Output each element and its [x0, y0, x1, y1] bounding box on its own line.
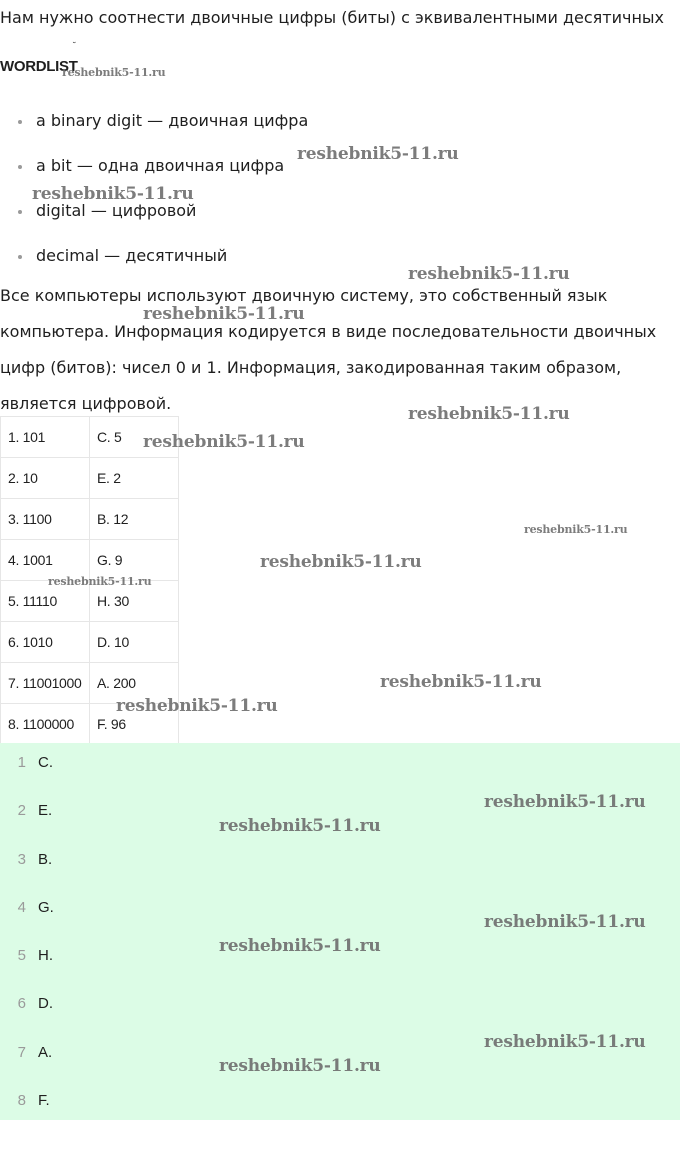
- answer-text: F.: [38, 1092, 50, 1110]
- watermark: reshebnik5-11.ru: [380, 672, 542, 692]
- answer-text: D.: [38, 995, 53, 1013]
- binary-cell: 6. 1010: [1, 622, 90, 663]
- table-row: [1, 499, 179, 540]
- answer-text: H.: [38, 947, 53, 965]
- watermark: reshebnik5-11.ru: [408, 264, 570, 284]
- answer-number: 7: [17, 1043, 26, 1061]
- binary-cell: 4. 1001: [1, 540, 90, 581]
- watermark: reshebnik5-11.ru: [484, 912, 646, 932]
- binary-cell: 3. 1100: [1, 499, 90, 540]
- watermark: reshebnik5-11.ru: [143, 304, 305, 324]
- clipped-text-fragment: ˘: [72, 42, 77, 52]
- answer-number: 3: [17, 850, 26, 868]
- bullet-icon: [18, 210, 22, 214]
- bullet-icon: [18, 120, 22, 124]
- bullet-icon: [18, 165, 22, 169]
- watermark: reshebnik5-11.ru: [116, 696, 278, 716]
- decimal-cell: G. 9: [90, 540, 179, 581]
- binary-cell: 5. 11110: [1, 581, 90, 622]
- answer-item: [0, 743, 680, 791]
- watermark: reshebnik5-11.ru: [62, 66, 166, 79]
- watermark: reshebnik5-11.ru: [484, 792, 646, 812]
- decimal-cell: H. 30: [90, 581, 179, 622]
- answer-number: 1: [17, 754, 26, 771]
- answer-text: A.: [38, 1043, 53, 1061]
- watermark: reshebnik5-11.ru: [143, 432, 305, 452]
- answer-text: E.: [38, 802, 53, 820]
- wordlist-item-text: decimal — десятичный: [36, 246, 228, 265]
- wordlist-item-text: a binary digit — двоичная цифра: [36, 111, 309, 130]
- intro-text: Нам нужно соотнести двоичные цифры (биты) с эквивалентными десятичных: [0, 8, 665, 27]
- answer-item: [0, 840, 680, 888]
- watermark: reshebnik5-11.ru: [219, 936, 381, 956]
- list-item: [0, 108, 308, 153]
- binary-cell: 8. 1100000: [1, 704, 90, 745]
- table-row: [1, 458, 179, 499]
- decimal-cell: B. 12: [90, 499, 179, 540]
- list-item: [0, 198, 308, 243]
- answer-text: C.: [38, 754, 53, 771]
- watermark: reshebnik5-11.ru: [484, 1032, 646, 1052]
- answer-number: 6: [17, 995, 26, 1013]
- bullet-icon: [18, 255, 22, 259]
- decimal-cell: D. 10: [90, 622, 179, 663]
- answer-number: 2: [17, 802, 26, 820]
- binary-cell: 7. 11001000: [1, 663, 90, 704]
- wordlist-item-text: digital — цифровой: [36, 201, 197, 220]
- watermark: reshebnik5-11.ru: [48, 575, 152, 588]
- answer-number: 5: [17, 947, 26, 965]
- binary-cell: 2. 10: [1, 458, 90, 499]
- explanation-paragraph: Все компьютеры используют двоичную систему, это собственный язык компьютера. Информация кодируется в виде последовательности двоичных цифр (битов): чисел 0 и 1. Информация, закодированная таким образом, является цифровой.: [0, 286, 657, 413]
- wordlist-heading: WORDLIST: [0, 58, 78, 75]
- watermark: reshebnik5-11.ru: [260, 552, 422, 572]
- decimal-cell: E. 2: [90, 458, 179, 499]
- binary-cell: 1. 101: [1, 417, 90, 458]
- answer-number: 4: [17, 898, 26, 916]
- decimal-cell: C. 5: [90, 417, 179, 458]
- watermark: reshebnik5-11.ru: [297, 144, 459, 164]
- answer-text: G.: [38, 898, 54, 916]
- watermark: reshebnik5-11.ru: [219, 1056, 381, 1076]
- answer-item: [0, 984, 680, 1032]
- watermark: reshebnik5-11.ru: [408, 404, 570, 424]
- watermark: reshebnik5-11.ru: [219, 816, 381, 836]
- decimal-cell: F. 96: [90, 704, 179, 745]
- watermark: reshebnik5-11.ru: [524, 523, 628, 536]
- answer-item: [0, 1081, 680, 1129]
- watermark: reshebnik5-11.ru: [32, 184, 194, 204]
- table-row: [1, 622, 179, 663]
- answer-text: B.: [38, 850, 53, 868]
- answer-number: 8: [17, 1092, 26, 1110]
- decimal-cell: A. 200: [90, 663, 179, 704]
- wordlist-item-text: a bit — одна двоичная цифра: [36, 156, 285, 175]
